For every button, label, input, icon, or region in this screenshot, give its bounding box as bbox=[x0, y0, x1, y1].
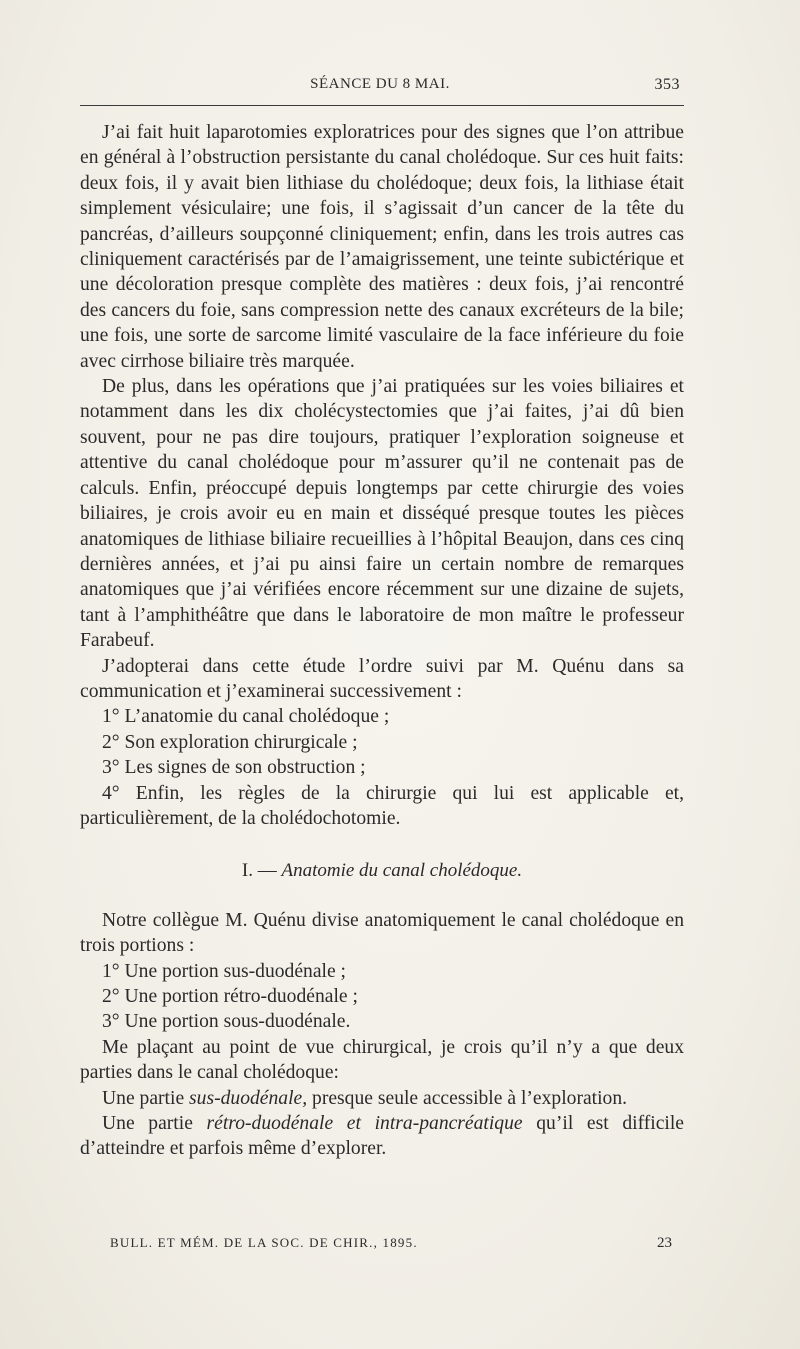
section-number: I. — bbox=[241, 860, 277, 882]
footer-citation: BULL. ET MÉM. DE LA SOC. DE CHIR., 1895. bbox=[110, 1235, 418, 1250]
page-number: 353 bbox=[654, 76, 680, 93]
text-run: qu’il est difficile d’atteindre et parfois même d’explorer. bbox=[80, 1113, 684, 1160]
text-run: Une partie bbox=[102, 1087, 190, 1109]
section-title: Anatomie du canal cholédoque. bbox=[281, 860, 523, 882]
list-item: 3° Les signes de son obstruction ; bbox=[102, 757, 366, 779]
running-head: SÉANCE DU 8 MAI. bbox=[310, 76, 450, 92]
paragraph: Me plaçant au point de vue chirurgical, je crois qu’il n’y a que deux parties dans le canal cholédoque: bbox=[80, 1036, 684, 1084]
header-rule bbox=[80, 105, 684, 106]
list-item: 1° L’anatomie du canal cholédoque ; bbox=[102, 706, 390, 728]
list-item: 2° Son exploration chirurgicale ; bbox=[102, 731, 358, 753]
list-item: 1° Une portion sus-duodénale ; bbox=[102, 960, 347, 982]
list-item: 4° Enfin, les règles de la chirurgie qui lui est applicable et, particulièrement, de la cholédochotomie. bbox=[80, 782, 684, 829]
paragraph: J’adopterai dans cette étude l’ordre suivi par M. Quénu dans sa communication et j’examinerai successivement : bbox=[80, 655, 684, 702]
section-heading bbox=[80, 858, 684, 883]
body-text bbox=[80, 120, 684, 1162]
paragraph bbox=[80, 1111, 684, 1162]
paragraph bbox=[80, 1086, 684, 1111]
paragraph: Notre collègue M. Quénu divise anatomiquement le canal cholédoque en trois portions : bbox=[80, 909, 684, 957]
text-run: Une partie bbox=[102, 1113, 207, 1135]
emphasis: rétro-duodénale et intra-pancréatique bbox=[206, 1113, 523, 1135]
emphasis: sus-duodénale, bbox=[189, 1087, 308, 1109]
paragraph: De plus, dans les opérations que j’ai pratiquées sur les voies biliaires et notamment dans les dix cholécystectomies que j’ai faites, j’ai dû bien souvent, pour ne pas dire toujours, pratiquer l’exploration soigneuse et attentive du canal cholédoque pour m’assurer qu’il ne contenait pas de calculs. Enfin, préoccupé depuis longtemps par cette chirurgie des voies biliaires, je crois avoir eu en main et disséqué presque toutes les pièces anatomiques de lithiase biliaire recueillies à l’hôpital Beaujon, dans ces cinq dernières années, et j’ai pu ainsi faire un certain nombre de remarques anatomiques que j’ai vérifiées encore récemment sur une dizaine de sujets, tant à l’amphithéâtre que dans le laboratoire de mon maître le professeur Farabeuf. bbox=[80, 376, 684, 652]
paragraph: J’ai fait huit laparotomies exploratrices pour des signes que l’on attribue en général à l’obstruction persistante du canal cholédoque. Sur ces huit faits: deux fois, il y avait bien lithiase du cholédoque; deux fois, la lithiase était simplement vésiculaire; une fois, il s’agissait d’un cancer de la tête du pancréas, d’ailleurs soupçonné cliniquement; enfin, dans les trois autres cas cliniquement caractérisés par de l’amaigrissement, une teinte subictérique et une décoloration presque complète des matières : deux fois, j’ai rencontré des cancers du foie, sans compression nette des canaux excréteurs de la bile; une fois, une sorte de sarcome limité vasculaire de la face inférieure du foie avec cirrhose biliaire très marquée. bbox=[80, 122, 684, 372]
list-item: 2° Une portion rétro-duodénale ; bbox=[102, 986, 358, 1007]
signature-mark: 23 bbox=[657, 1235, 672, 1251]
page-footer bbox=[80, 1235, 684, 1255]
list-item: 3° Une portion sous-duodénale. bbox=[102, 1011, 351, 1033]
text-run: presque seule accessible à l’exploration. bbox=[307, 1087, 628, 1109]
page-header bbox=[80, 76, 680, 98]
